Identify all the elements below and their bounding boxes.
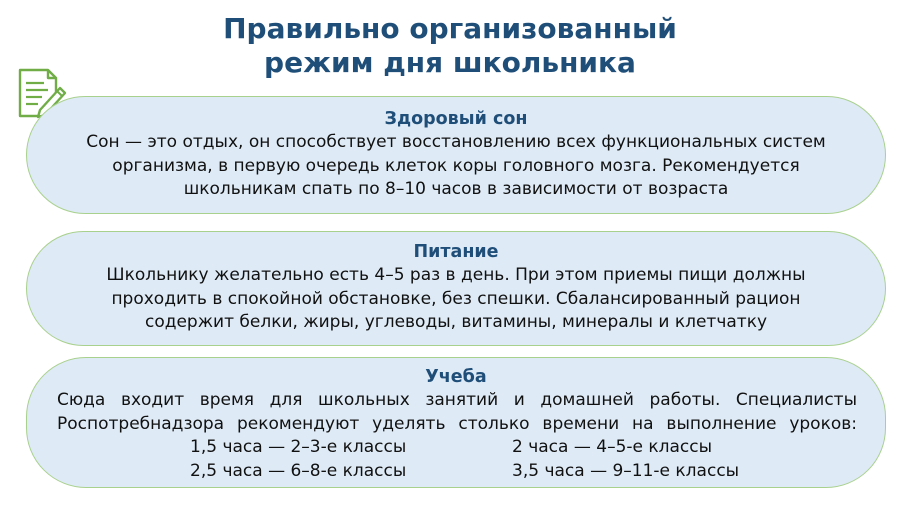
grades-item: 1,5 часа — 2–3-е классы (190, 437, 407, 457)
card-text-line: школьникам спать по 8–10 часов в зависимости от возраста (183, 179, 729, 199)
card-healthy-sleep (26, 96, 886, 214)
page-title (0, 12, 900, 80)
card-text-line: Роспотребнадзора рекомендуют уделять столько времени на выполнение уроков: (57, 413, 857, 434)
card-nutrition (26, 231, 886, 346)
page-title-line-1: Правильно организованный (223, 12, 677, 45)
card-text-line: проходить в спокойной обстановке, без спешки. Сбалансированный рацион (111, 288, 801, 309)
card-text-line: организма, в первую очередь клеток коры головного мозга. Рекомендуется (112, 155, 800, 176)
card-text-sleep (27, 131, 885, 202)
card-heading-sleep: Здоровый сон (384, 109, 528, 129)
card-study (26, 357, 886, 488)
card-text-line: Сюда входит время для школьных занятий и домашней работы. Специалисты (57, 390, 857, 410)
grades-item: 2 часа — 4–5-е классы (512, 437, 713, 457)
grades-list (67, 436, 885, 483)
grades-item: 3,5 часа — 9–11-е классы (512, 460, 740, 481)
card-text-line: Школьнику желательно есть 4–5 раз в день. При этом приемы пищи должны (106, 265, 806, 285)
page-title-line-2: режим дня школьника (264, 46, 636, 79)
card-text-line: содержит белки, жиры, углеводы, витамины, минералы и клетчатку (144, 312, 768, 332)
card-text-study (27, 389, 885, 436)
card-text-line: Сон — это отдых, он способствует восстановлению всех функциональных систем (86, 132, 826, 152)
card-text-nutrition (27, 264, 885, 335)
grades-item: 2,5 часа — 6–8-е классы (190, 460, 407, 481)
card-heading-nutrition: Питание (413, 242, 499, 262)
card-heading-study: Учеба (425, 367, 487, 387)
